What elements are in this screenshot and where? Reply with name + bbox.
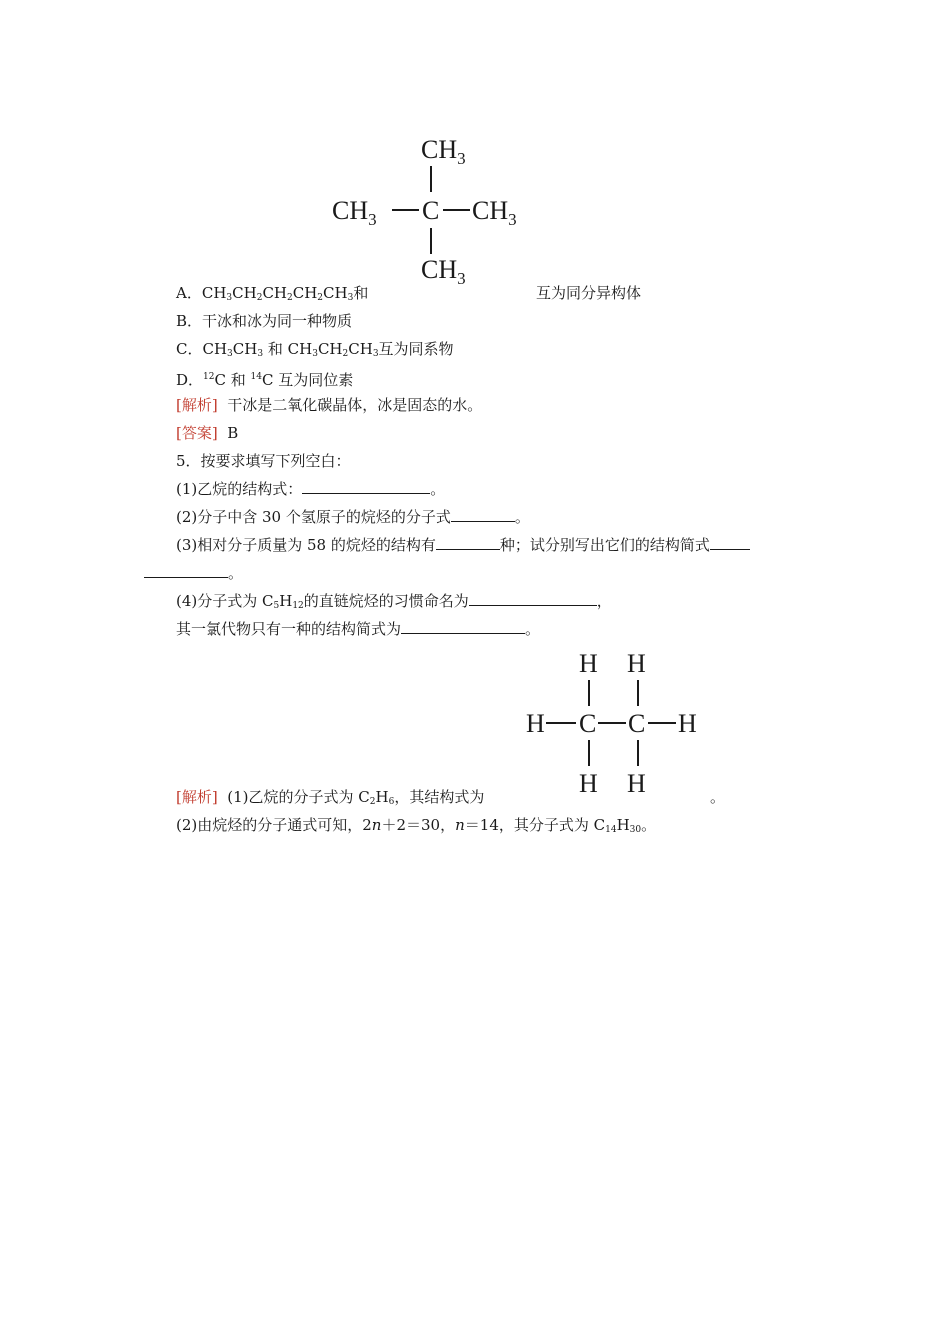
ethane-c-2: C xyxy=(628,709,646,738)
option-d-element-2: C xyxy=(262,371,274,389)
q5-part-4 xyxy=(176,591,612,616)
option-c-formula-2: $CH_3CH_2CH_3$ xyxy=(287,340,379,359)
option-d xyxy=(176,367,353,390)
q5-analysis-tag: [解析] xyxy=(176,788,218,806)
q5-analysis-1-end: 。 xyxy=(710,788,726,806)
option-b-label: B． xyxy=(176,312,203,330)
option-a-label: A． xyxy=(176,284,202,302)
q5-part-4-text-b: H xyxy=(279,592,293,610)
option-c xyxy=(176,339,454,364)
option-d-label: D． xyxy=(176,371,204,389)
neopentane-center-carbon: C xyxy=(422,196,440,225)
option-b-text: 干冰和冰为同一种物质 xyxy=(202,312,353,330)
q5-part-4-text-a: (4)分子式为 C xyxy=(176,592,274,610)
q5-part-4-blank-structure[interactable] xyxy=(401,619,525,634)
q5-analysis-1-sub-2: 6 xyxy=(388,797,395,807)
q5-part-3-blank-count[interactable] xyxy=(436,535,500,550)
q5-analysis-2-d: H xyxy=(616,816,630,834)
q5-stem: 5．按要求填写下列空白： xyxy=(176,452,351,470)
option-a-formula: $CH_3CH_2CH_2CH_2CH_3$ xyxy=(201,284,354,303)
ethane-structure-figure xyxy=(520,646,720,796)
option-d-connector: 和 xyxy=(230,371,246,389)
q5-part-4b-text: 其一氯代物只有一种的结构简式为 xyxy=(176,620,402,638)
option-c-connector: 和 xyxy=(267,340,283,358)
q5-part-4-end: ， xyxy=(596,592,612,610)
q5-analysis-2-sub-1: 14 xyxy=(605,825,617,835)
q4-answer-text: B xyxy=(227,424,239,442)
q5-part-4-second xyxy=(176,619,540,639)
q5-part-2 xyxy=(176,507,530,527)
q5-part-2-text: (2)分子中含 30 个氢原子的烷烃的分子式 xyxy=(176,508,451,526)
q4-analysis-tag: [解析] xyxy=(176,396,218,414)
option-b xyxy=(176,311,352,331)
q5-part-1-end: 。 xyxy=(430,480,446,498)
q5-analysis-2-c: ＝14，其分子式为 C xyxy=(464,816,606,834)
q5-part-3-blank-structures[interactable] xyxy=(710,535,750,550)
q5-part-1-text: (1)乙烷的结构式： xyxy=(176,480,303,498)
option-d-mass-2: 14 xyxy=(250,372,262,382)
neopentane-structure-figure xyxy=(326,130,546,290)
neopentane-right-group: $CH_3$ xyxy=(472,196,517,229)
q5-analysis-2 xyxy=(176,815,656,840)
q4-analysis xyxy=(176,395,482,415)
neopentane-bottom-group: $CH_3$ xyxy=(421,255,466,288)
neopentane-left-group: $CH_3$ xyxy=(332,196,377,229)
q5-part-3-end: 。 xyxy=(228,564,244,582)
option-d-mass-1: 12 xyxy=(203,372,215,382)
q5-analysis-1-sub-1: 2 xyxy=(369,797,376,807)
q4-answer-tag: [答案] xyxy=(176,424,218,442)
q5-part-3-text: (3)相对分子质量为 58 的烷烃的结构有 xyxy=(176,536,436,554)
ethane-h-bottom-2: H xyxy=(627,769,646,796)
q5-part-4-text-c: 的直链烷烃的习惯命名为 xyxy=(303,592,469,610)
option-a xyxy=(176,283,368,308)
ethane-h-right: H xyxy=(678,709,697,738)
q5-part-4b-end: 。 xyxy=(525,620,541,638)
q5-analysis-2-a: (2)由烷烃的分子通式可知，2 xyxy=(176,816,372,834)
option-a-connector: 和 xyxy=(353,284,369,302)
option-a-tail: 互为同分异构体 xyxy=(536,284,642,302)
q5-part-3-mid: 种；试分别写出它们的结构简式 xyxy=(499,536,710,554)
q5-analysis-2-n-2: n xyxy=(455,816,465,834)
option-c-label: C． xyxy=(176,340,203,358)
ethane-h-bottom-1: H xyxy=(579,769,598,796)
q4-answer xyxy=(176,423,238,443)
option-d-element-1: C xyxy=(214,371,226,389)
q5-analysis-2-end: 。 xyxy=(641,816,657,834)
q5-part-3-blank-continued[interactable] xyxy=(144,563,228,578)
neopentane-top-group: $CH_3$ xyxy=(421,135,466,168)
ethane-h-top-1: H xyxy=(579,649,598,678)
q5-analysis-2-sub-2: 30 xyxy=(629,825,642,835)
q5-part-1-blank[interactable] xyxy=(302,479,430,494)
q5-analysis-1-a: (1)乙烷的分子式为 C xyxy=(227,788,370,806)
q5-analysis-1-c: ，其结构式为 xyxy=(394,788,485,806)
q5-part-2-end: 。 xyxy=(514,508,530,526)
q5-analysis-2-b: ＋2＝30， xyxy=(381,816,456,834)
q5-part-4-sub-b: 12 xyxy=(292,601,304,611)
ethane-h-left: H xyxy=(526,709,545,738)
q5-analysis-2-n-1: n xyxy=(371,816,382,834)
ethane-h-top-2: H xyxy=(627,649,646,678)
q4-analysis-text: 干冰是二氧化碳晶体，冰是固态的水。 xyxy=(227,396,483,414)
q5-part-4-sub-a: 5 xyxy=(273,601,280,611)
q5-part-2-blank[interactable] xyxy=(451,507,515,522)
q5-part-3 xyxy=(176,535,750,555)
q5-part-3-continued xyxy=(144,563,243,583)
option-c-formula-1: $CH_3CH_3$ xyxy=(202,340,264,359)
option-c-tail: 互为同系物 xyxy=(378,340,454,358)
q5-part-4-blank-name[interactable] xyxy=(469,591,597,606)
option-d-tail: 互为同位素 xyxy=(278,371,354,389)
ethane-c-1: C xyxy=(579,709,597,738)
q5-analysis-1 xyxy=(176,787,484,812)
q5-part-1 xyxy=(176,479,445,499)
q5-analysis-1-b: H xyxy=(375,788,389,806)
